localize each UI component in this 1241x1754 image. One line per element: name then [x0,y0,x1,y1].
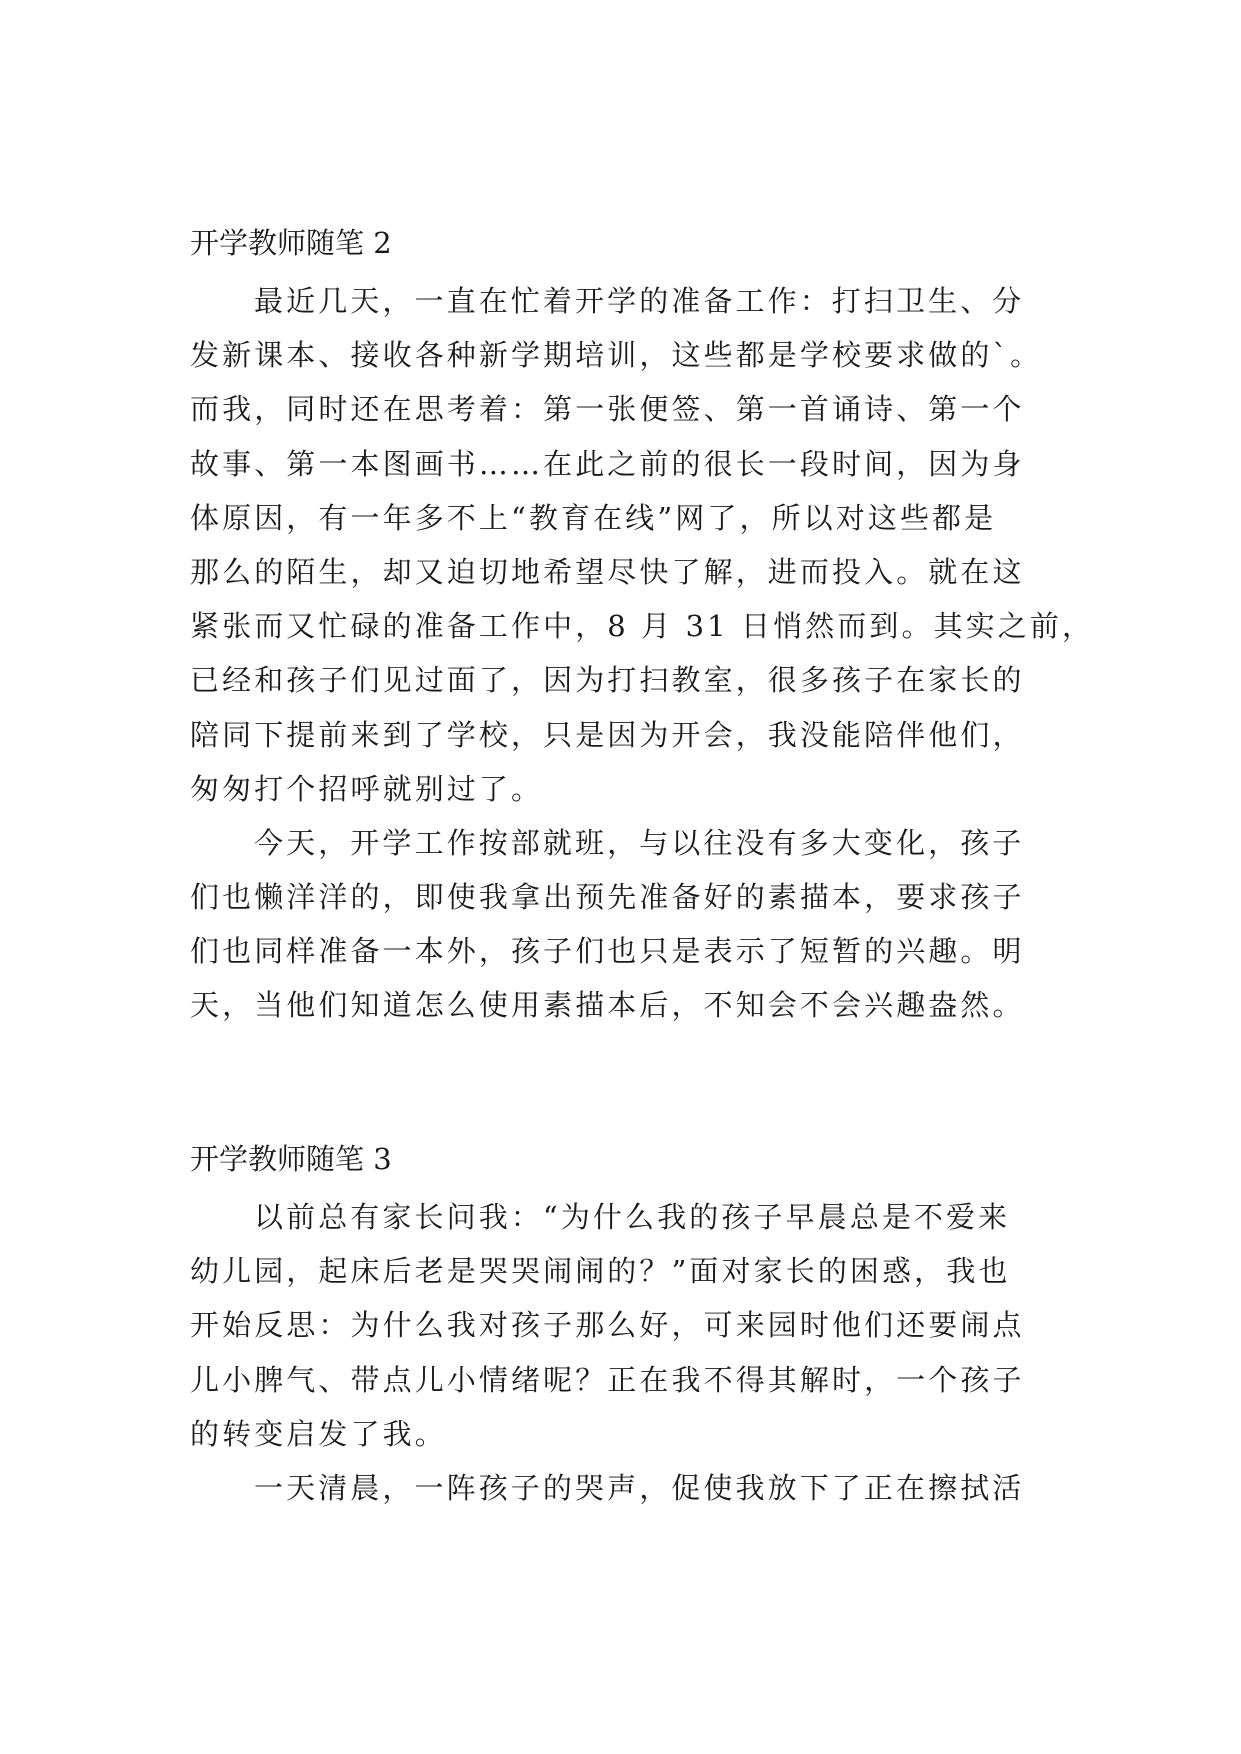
essay-section-2 [190,222,1095,1033]
paragraph-line: 开始反思：为什么我对孩子那么好，可来园时他们还要闹点 [190,1308,1025,1343]
paragraph-line: 陪同下提前来到了学校，只是因为开会，我没能陪伴他们， [190,717,1025,752]
paragraph-line: 那么的陌生，却又迫切地希望尽快了解，进而投入。就在这 [190,554,1025,589]
paragraph-line: 们也懒洋洋的，即使我拿出预先准备好的素描本，要求孩子 [190,880,1025,915]
paragraph-line: 故事、第一本图画书……在此之前的很长一段时间，因为身 [190,446,1025,481]
paragraph-line: 已经和孩子们见过面了，因为打扫教室，很多孩子在家长的 [190,663,1025,698]
section-body [190,274,1095,1033]
paragraph-line: 幼儿园，起床后老是哭哭闹闹的？”面对家长的困惑，我也 [190,1254,1011,1289]
paragraph-line: 最近几天，一直在忙着开学的准备工作：打扫卫生、分 [254,284,1025,318]
paragraph-line: 紧张而又忙碌的准备工作中，8 月 31 日悄然而到。其实之前， [190,609,1095,644]
section-title: 开学教师随笔 3 [190,1142,392,1176]
paragraph-line: 今天，开学工作按部就班，与以往没有多大变化，孩子 [254,825,1025,860]
section-body [190,1190,1055,1515]
paragraph-line: 儿小脾气、带点儿小情绪呢？正在我不得其解时，一个孩子 [190,1362,1025,1397]
essay-section-3 [190,1138,1055,1515]
paragraph-line: 体原因，有一年多不上“教育在线”网了，所以对这些都是 [190,500,997,535]
paragraph-line: 匆匆打个招呼就别过了。 [190,771,544,806]
section-title: 开学教师随笔 2 [190,226,392,260]
paragraph-line: 一天清晨，一阵孩子的哭声，促使我放下了正在擦拭活 [254,1470,1025,1505]
paragraph-line: 天，当他们知道怎么使用素描本后，不知会不会兴趣盎然。 [190,988,1025,1023]
paragraph-line: 们也同样准备一本外，孩子们也只是表示了短暂的兴趣。明 [190,934,1025,969]
paragraph-line: 而我，同时还在思考着：第一张便签、第一首诵诗、第一个 [190,392,1025,427]
paragraph-line: 以前总有家长问我：“为什么我的孩子早晨总是不爱来 [254,1200,1011,1234]
paragraph-line: 的转变启发了我。 [190,1416,447,1451]
paragraph-line: 发新课本、接收各种新学期培训，这些都是学校要求做的`。 [190,338,1043,373]
